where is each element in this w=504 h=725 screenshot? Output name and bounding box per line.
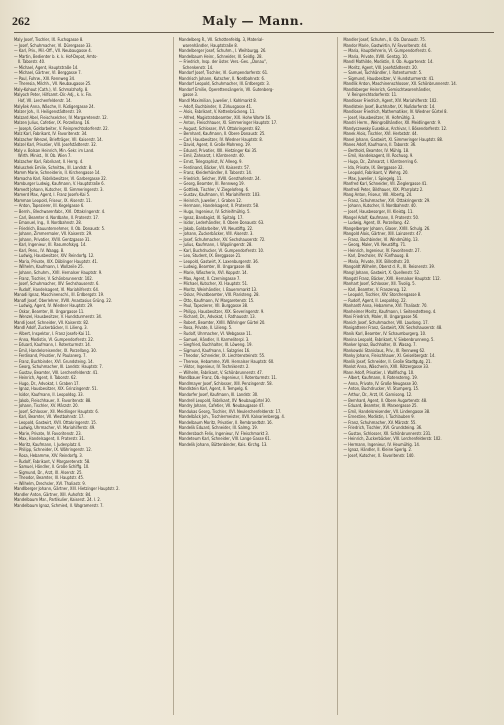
directory-entry: Mandloser Friedrich, Agent, XIV. Mariahilferstr. 102. [343,98,438,104]
directory-entry: — Anton, Fleischhauer, XI. Simmeringer Hauptstr. 17. [178,120,278,126]
directory-entry: Mandloser Friedrich, Mathematiker, IV. Wiedner Gürtel 8. [343,109,448,115]
directory-entry: Wirth. Minist., IV. Ob. Wien 7. [18,153,72,159]
page-number: 262 [12,14,30,28]
directory-entry: Mandukas Georg, Tischler, XVI. Neulerchenfelderstr. 17. [178,408,282,414]
directory-entry: — Carl, Hausbesitzer, IV. Wiedner Hauptstr. 8. [178,136,263,142]
directory-entry: — Albert, Kaufmann, II. Rotensterng. 19. [343,375,418,381]
directory-entry: — Josef, Kutscher, X. Favoritenstr. 140. [343,453,415,459]
directory-entry: — Moritz, Weinhändler, I. Bauernmarkt 13. [178,286,258,292]
directory-entry: Mandri Herm., Weingroßhändler, XII. Meidlingerstr. 9. [343,120,442,126]
directory-entry: — Franz, Buchbinder, XVI. Grundsteing. 14. [14,358,94,364]
directory-entry: Manhardt Anna, Hebamme, XVI. Thaliastr. 70. [343,303,428,309]
directory-entry: Mankowski Stanislaus, Priv., III. Rennweg 62. [343,347,426,353]
directory-entry: — Ida, Private, IX. Berggasse 32. [343,164,404,170]
directory-entry: Mandorfer Josef, Kaufmann, III. Landstr. 30. [178,392,259,397]
directory-entry: Mandl Mathilde, Modistin, II. Ob. Augartenstr. 14. [343,59,434,65]
directory-entry: Mamerd Max, Agent, I. Franz Josefs-Kai 5. [14,192,91,198]
directory-entry: — Michael, Gärtner, VI. Berggasse 7. [14,70,82,76]
directory-entry: — Emanuel, Ing., II. Nordbahnstr. 28. [14,220,82,226]
directory-entry: — Sigmund, Kaufmann, I. Salzgries 16. [178,347,251,353]
directory-entry: Manfred Karl, Schneider, VII. Zieglergasse 41. [343,181,428,187]
directory-entry: — Franz, Tischler, V. Schönbrunnerstr. 102. [14,275,93,281]
directory-entry: — Samuel, Händler, II. Karmeliterpl. 3. [178,336,250,342]
directory-entry: Manich Josef, Schuhmacher, VIII. Laudong. 17. [343,319,429,325]
directory-entry: — Eduard, Privatier, XIII. Hietzinger Kai 35. [178,147,258,153]
directory-entry: — Anna, Modistin, VI. Gumpendorferstr. 22. [14,336,95,342]
directory-entry: — Samuel, Händler, II. Große Schiffg. 10. [14,464,90,470]
directory-entry: Manel Johann, Gastwirt, XI. Simmeringer Hauptstr. 88. [343,136,444,142]
directory-entry: — Ignaz, Hausbesitzer, XIX. Grinzingerstr. 51. [14,386,98,392]
directory-entry: Mandlsberger Heinrich, Gemischtwarenhändler, [343,86,432,92]
directory-entry: Mandl Adolf, Zuckerbäcker, II. Lilieng. 3. [14,325,88,331]
directory-entry: — Georg, Schuhmacher, III. Landstr. Hauptstr. 7. [14,364,103,370]
directory-entry: — Alois, Fabrikant, V. Kettenbrückeng. 11. [178,109,256,115]
directory-entry: — Eduard, Kaufmann, I. Rotenturmstr. 14. [14,342,91,348]
directory-entry: Mamm Marie, Schneiderin, II. Kirchengasse 14. [14,170,101,176]
directory-entry: — Wilhelm, Drechsler, XVI. Thaliastr. 9. [14,480,86,486]
directory-entry: Malzard Abel, Fleischselcher, IV. Margaretenstr. 12. [14,114,108,120]
directory-entry: Mani Friedrich, Maler, III. Ungargasse 56. [343,314,419,320]
directory-entry: — Michael, Agent, Hauptstraße 14. [14,64,79,70]
directory-entry: Malzen Julius, Cafetier, IX. Porzellang. 16. [14,120,91,126]
directory-entry: Mandlbauer Franz, Ob.-Ingenieur, I. Rotenturmstr. 11. [178,375,278,381]
directory-entry: Manky Johann, Fleischhauer, XI. Geiselbergstr. 14. [343,353,436,359]
directory-columns [14,37,496,715]
directory-entry: — Emil, Handelsreisender, VII. Lindengasse 38. [343,408,431,414]
directory-entry: — Josef, Schuhmacher, XV. Sechshauserstr. 72. [178,236,266,242]
directory-entry: — Leopold, Gastwirt, X. Laxenburgerstr. 36. [178,258,259,264]
directory-entry: — Hugo, Dr., Zahnarzt, I. Kärntnerring 6. [343,159,418,165]
directory-entry: — Paul, Tapezierer, VII. Burggasse 38. [178,303,249,309]
directory-entry: Mandry Johann, Cafetier, VII. Neubaugasse 47. [178,403,265,409]
page-header [12,14,494,30]
directory-entry: — Alfred, Magistratsbeamter, XIX. Hohe Warte 16. [178,114,272,120]
column-left [14,37,167,715]
directory-entry: — Karl, Beamter, V. Franzensg. 12. [343,286,408,292]
directory-entry: — Ignaz, Bandagist, IX. Spitalg. 17. [178,214,244,220]
directory-entry: — Josef, Hausbesitzer, VI. Hofmühlg. 3. [343,114,416,120]
directory-entry: — Ernst, Telegraphist, IV. Alleeg. 9. [178,159,243,165]
directory-entry: gasse 3. [182,92,199,98]
directory-entry: Schenkenstr. 14. [182,64,214,70]
directory-entry: Mandelbäck Joh., Tischlermeister, XVII. Kalvarienbergg. 4. [178,414,286,420]
directory-entry: — Emil, Handelsreisender, IX. Porzellang. 30. [14,347,97,353]
directory-entry: — Friedrich, Insp. der öster. Vers.-Ges. „Donau“, [178,59,268,65]
directory-entry: — Marie, Wäscherin, XVI. Koppstr. 14. [178,269,248,275]
directory-entry: Mamedt Johann, Kutscher, XI. Simmeringerstr. 3. [14,186,104,192]
directory-entry: — Johann, Zimmermaler, VII. Kaiserstr. 29. [14,231,93,237]
directory-entry: — Josef, Schuhmacher, XIV. Sechshauserstr. 6. [14,281,100,287]
directory-entry: — Bernh., Blechwarenfabr., XVI. Ottakringerstr. 4. [14,208,106,214]
directory-entry: — Joseph, Goldarbeiter, V. Reinprechtsdorferstr. 22. [14,125,109,131]
directory-entry: Mangold Alois, Gärtner, XIII. Lainzerstr. 47. [343,231,423,237]
directory-entry: Mandler Anton, Gärtner, XIII. Auhofstr. 84. [14,491,92,497]
directory-entry: — Gustav, Beamter, VIII. Lerchenfelderstr. 41. [14,369,99,375]
directory-entry: — Rudolf, Fabrikant, V. Margaretenstr. 58. [14,458,91,464]
directory-entry: Malz Karl, Fabrikant, IV. Favoritenstr. 34. [14,131,88,137]
directory-entry: Mangstl Franz, Bäcker, XVII. Hernalser Hauptstr. 112. [343,275,441,281]
directory-entry: — Bernhard, Kaufmann, II. Obere Donaustr. 25. [178,131,266,137]
directory-entry: — Johann, Zuckerbäcker, VIII. Alserstr. 3. [178,231,254,237]
directory-entry: Manheimer Moritz, Kaufmann, I. Seitenstetteng. 4. [343,308,437,314]
column-right [337,37,496,715]
directory-entry: — Leopold, Fabrikant, V. Wehrg. 20. [343,170,409,176]
directory-entry: — Julius, Kaufmann, I. Wipplingerstr. 28. [178,242,253,248]
directory-entry: — Rudolf, Handelsagent, VI. Mariahilferstr. 64. [14,286,100,292]
directory-entry: — Eduard, Beamter, III. Marxergasse 25. [343,403,418,409]
directory-entry: — Ernestine, Modistin, I. Tuchlauben 9. [343,414,415,420]
directory-entry: — Heinrich, Agent, II. Taborstr. 62. [14,375,77,381]
directory-entry: — Maria, Hauptlehrerin, VI. Gumpendorferstr. 6. [343,48,432,54]
directory-entry: — Robert, Beamter, XVIII. Währinger Gürtel 20. [178,319,266,325]
directory-entry: — August, Schlosser, XVI. Ottakringerstr. 82. [178,125,262,131]
directory-entry: — Ignaz, Händler, II. Kleine Sperlg. 2. [343,447,413,453]
directory-entry: Mamacha Karl, Fabrikbesitzer, VI. Garbergasse 22. [14,175,107,181]
directory-entry: — Hermann, Ingenieur, IV. Heumühlg. 14. [343,441,420,447]
directory-entry: — Friedrich, Bauunternehmer, II. Ob. Donaustr. 5. [14,225,106,231]
directory-entry: Mandorf Josef, Tischler, VI. Gumpendorferstr. 61. [178,70,269,76]
directory-entry: — Gottlieb, Tischler, V. Ziegelofeng. 6. [178,186,250,192]
directory-entry: — Therese, Hebamme, XVII. Hernalser Hauptstr. 60. [178,358,275,364]
directory-entry: — Wenzel, Hausbesitzer, V. Hundsturmerstr. 34. [14,314,103,320]
directory-entry: — Emil, Zahnarzt, I. Kärntnerstr. 40. [178,153,245,159]
directory-entry: Mangel Adolf, Kaufmann, II. Praterstr. 50. [343,214,420,220]
directory-entry: Mandorf Leopold, Schuhmacher, III. Erdbergstr. 3. [178,81,270,87]
directory-entry: — Gustav, Schlosser, XII. Schönbrunnerstr. 231. [343,430,432,436]
directory-entry: Malzacher Karl, Fabrikant, II. Herrg. 4. [14,159,84,165]
directory-entry: — Josef, Schlosser, XII. Meidlinger Hauptstr. 6. [14,408,99,414]
directory-entry: — Max, Agent, II. Czerningasse 7. [178,275,241,281]
directory-entry: — Ludwig, Agent, IV. Wiedner Hauptstr. 29. [14,303,94,309]
directory-entry: V. Reinprechtsdorferstr. 11. [347,92,398,98]
directory-entry: Mandlstein Karl, Agent, II. Tempelg. 6. [178,386,249,392]
directory-entry: — Hermann, Handelsagent, II. Praterstr. 58. [178,203,260,209]
directory-entry: — Rosa, Private, II. Lilieng. 5. [178,325,233,331]
directory-entry: — Anton, Tapezierer, III. Kegelgasse 6. [14,203,85,209]
directory-entry: — Karl, Beamter, VII. Westbahnstr. 17. [14,414,85,420]
directory-entry: Mandrell Leopold, Fabrikant, XV. Neubaugürtel 30. [178,397,271,403]
directory-entry: Manina Leopold, Fabrikant, V. Siebenbrunneng. 5. [343,336,435,342]
directory-entry: — Georg, Maler, VII. Neustiftg. 71. [343,242,407,248]
directory-entry: Mandler Josef, Schuhm., II. Ob. Donaustr. 75. [343,37,426,42]
directory-entry: — Ludwig, Uhrmacher, VI. Mariahilferstr. 49. [14,425,96,431]
directory-entry: — Sigmund, Dr., Arzt, IX. Alserstr. 25. [14,469,83,475]
directory-entry: — Max, Handelsagent, II. Praterstr. 31. [14,436,86,442]
directory-entry: Mandelik Johann, Büttenbinder, Kais. Kirchg. 13. [178,441,268,447]
directory-entry: Maly-Kohout (Cath.), VI. Schmalzhofg. 8. [14,86,89,92]
directory-entry: — Josef, Hausbesorger, III. Kleistg. 11. [343,208,414,214]
directory-entry: — Oskar, Privatbeamter, VIII. Piaristeng. 28. [178,292,260,298]
directory-entry: — Carl, Beamter d. Nordbahn, II. Praterstr. 17. [14,214,100,220]
directory-entry: — Johann, Privatier, XVIII. Gentzgasse 31. [14,236,91,242]
directory-entry: Mandyczewsky Eusebius, Archivar, I. Bösendorferstr. 12. [343,125,448,131]
directory-entry: — Heinrich, Zuckerbäcker, VIII. Lerchenfelderstr. 102. [343,436,442,442]
directory-entry: — Johann, Tischler, XV. Märzstr. 20. [14,403,79,409]
directory-entry: — Heinrich, Ingenieur, IV. Favoritenstr. 27. [343,247,421,253]
directory-entry: Malyšek Anna, Wäsche, II. Rüdigergasse 24. [14,103,95,109]
directory-entry: — Ludwig, Hausbesitzer, XIV. Reindorfg. 12. [14,253,95,259]
directory-entry: Malzer Joh., II. Heiligenstädterstr. 19. [14,109,82,115]
directory-entry: warenhändler, Hauptstraße 8. [182,42,238,48]
directory-entry: Mann Adolf, Privatier, I. Wallfischg. 10. [343,369,415,375]
directory-entry: Manek Alois, Tischler, XVI. Herbststr. 44. [343,131,418,137]
directory-entry: Manes Adolf, Kaufmann, II. Taborstr. 36. [343,142,417,148]
directory-entry: II. Taborstr. 40. [18,59,46,65]
column-middle [173,37,332,715]
directory-entry: Mandlmayer Josef, Schlosser, XIII. Penzingerstr. 58. [178,380,273,386]
directory-entry: Manigatterer Franz, Gastwirt, XIV. Sechshauserstr. 48. [343,325,443,331]
directory-entry: — Franz, Kleiderhändler, II. Taborstr. 14. [178,170,253,176]
directory-entry: Mamman Leopold, Friseur, IX. Alserstr. 11. [14,197,92,203]
directory-entry: — Albert, Inspektor, I. Franz Josefs-Kai 11. [14,330,92,336]
directory-entry: — Isidor, Lederhändler, II. Obere Donaustr. 63. [178,220,265,226]
directory-entry: — Philipp, Schneider, IX. Währingerstr. 12. [14,447,92,453]
directory-entry: — Friedrich, Selcher, XVIII. Gersthoferstr. 24. [178,175,261,181]
directory-entry: Mangl Johann, Gastwirt, X. Quellenstr. 52. [343,269,421,275]
directory-entry: Maluschek Emilie, Schnittw., III. Landstr. 8. [14,164,93,170]
directory-entry: — Adolf, Buchbinder, II. Zirkusgasse 41. [178,103,253,109]
directory-entry: — Ferdinand, Privatier, IV. Paulanerg. 7. [14,353,87,359]
directory-entry: Mandelik Eduard, Schneider, III. Salmg. 19. [178,425,258,431]
directory-entry: Mandrisch Johann, Kutscher, II. Nordbahnstr. 6. [178,75,265,81]
directory-entry: — Bernhard, Agent, II. Obere Augartenstr. 48. [343,397,428,403]
directory-entry: Manfredi Peter, Bildhauer, XIX. Pfarrplatz 2. [343,186,424,192]
directory-entry: Hof, VII. Lerchenfelderstr. 14. [18,98,72,104]
directory-entry: — Moritz, Kaufmann, I. Judenplatz 4. [14,441,82,447]
directory-entry: — Theodor, Schneider, IX. Liechtensteinstr. 55. [178,353,266,359]
directory-entry: Manik Karl, Beamter, IV. Schaumburgerg. 10. [343,330,427,336]
directory-entry: — Richard, Dr., Advokat, I. Rathausstr. 13. [178,314,256,320]
directory-entry: — Ludwig, Agent, IX. Porzellang. 42. [343,220,410,226]
directory-entry: — Hugo, Ingenieur, IV. Schleifmühlg. 5. [178,208,251,214]
directory-entry: — Max, Juwelier, I. Spiegelg. 11. [343,175,403,181]
directory-entry: — Johann, Kutscher, II. Nordbahnstr. 40. [343,203,417,209]
directory-entry: — Anna, Private, IV. Große Neugasse 30. [343,380,418,386]
directory-entry: Maly v. Bolsan Heinrich, Min.-Sekr. im Land. [14,147,95,153]
directory-entry: — Martin, Bedienter b. k. k. Hof-Depot, Amts- [14,53,98,59]
directory-entry: — Siegfried, Buchhalter, III. Löweng. 19. [178,342,253,348]
directory-entry: — David, Agent, II. Große Mohreng. 19. [178,142,251,148]
directory-entry: — Jakob, Fleischhauer, X. Favoritenstr. 88. [14,397,92,403]
directory-entry: — Leopold, Gastwirt, XVII. Ottakringerstr. 15. [14,419,97,425]
directory-entry: — Wilhelm, Fabrikant, V. Schönbrunnerstr. 47. [178,369,263,375]
directory-entry: Manker Ignaz, Buchhalter, IX. Wasag. 7. [343,342,417,348]
directory-entry: — Johann, Schuhm., XVII. Hernalser Hauptstr. 9. [14,269,103,275]
directory-entry: — Heinrich, Juwelier, I. Graben 12. [178,197,243,203]
directory-entry: — Franz, Schuhmacher, XV. Märzstr. 55. [343,419,417,425]
directory-entry: Mang Anton, Friseur, VIII. Albertg. 24. [343,192,413,198]
directory-entry: Mangoldt Wilhelm, Oberst d. R., III. Reisnerstr. 39. [343,264,435,270]
directory-entry: Mandelbaum Mar., Partikulier, Kaiserst. 24. I. 2. [14,497,101,503]
directory-entry: — Friedrich, Tischler, XVI. Grundsteing. 36. [343,425,423,431]
directory-entry: Manafi Josef, Oberlehrer, XVIII. Anastasius Grüng. 22. [14,297,113,303]
directory-entry: Manlik Josef, Schneider, II. Große Stadtgutg. 21. [343,358,432,364]
directory-entry: — Samuel, Tuchhändler, I. Rotenturmstr. 5. [343,70,423,76]
directory-entry: — Arthur, Dr., Arzt, IX. Garnisong. 12. [343,392,413,397]
directory-entry: Mangelberger Johann, Glaser, XVIII. Schulg. 26. [343,225,431,231]
directory-entry: Mandi Josef, Schneider, VII. Kaiserstr. 82. [14,319,90,325]
directory-entry: Malyoch Peter, Hilfsamt.-Dir.-Adj., k. k. Fin. [14,92,93,98]
directory-entry: — Theresia, Milchh., VII. Neubaugasse 25. [14,81,92,87]
directory-entry: — Oskar, Beamter, III. Ungargasse 11. [14,308,85,314]
directory-entry: Maly Josef, Tischler, IX. Fuchsgasse 8. [14,37,84,42]
directory-entry: — Otto, Kaufmann, IV. Margaretenstr. 15. [178,297,255,303]
directory-entry: Mandlberger Johann, Gärtner, XIII. Hietzinger Hauptstr. 2. [14,486,120,492]
directory-entry: Manadi Ignaz, Maschinenschl., III. Erdbergstr. 19. [14,292,105,298]
directory-entry: Mandelberger Josef, Schuhm., I. Weihburgg. 26. [178,48,267,54]
directory-entry: — Leo, Student, IX. Berggasse 21. [178,253,242,259]
directory-entry: — Jakob, Goldarbeiter, VII. Neustiftg. 22. [178,225,254,231]
directory-entry: — Moritz, Agent, VIII. Josefstädterstr. 20. [343,64,418,70]
directory-entry: — Ludwig, Beamter, III. Ungargasse 48. [178,264,252,270]
directory-entry: Malzacher Wenzel, Briefträger, VII. Kaiserstr. 14. [14,136,103,142]
directory-entry: — Marie, Private, IV. Favoritenstr. 23. [14,430,82,436]
directory-entry: — Karl, Buchdrucker, VI. Gumpendorferstr. 10. [178,247,265,253]
directory-entry: — Isidor, Kaufmann, II. Leopoldsg. 33. [14,392,84,397]
directory-entry: — Rudolf, Agent, II. Leopoldsg. 22. [343,297,407,303]
directory-entry: Mandlik Anton, Maschinenschlosser, XII. Schönbrunnerstr. 14. [343,81,457,87]
directory-entry: — Maria, Private, XIX. Döblinger Hauptstr. 41. [14,258,98,264]
directory-entry: — Philipp, Hausbesitzer, XIX. Sieveringerstr. 9. [178,308,265,314]
directory-entry: Manhart Josef, Schlosser, XII. Tivolig. 5. [343,281,416,287]
directory-entry: — Sigmund, Hausbesitzer, V. Hundsturmerstr. 41. [343,75,435,81]
directory-entry: — Karl, Drechsler, XV. Fünfhausg. 8. [343,253,410,259]
directory-entry: — Josef, Schuhmacher, VI. Dürergasse 33. [14,42,92,48]
directory-entry: — Karl, Pens., IV. Waagg. 8. [14,247,65,253]
directory-entry: — Wilhelm, Kaufmann, I. Wollzeile 25. [14,264,84,270]
directory-entry: Mandelbaum Moritz, Privatier, II. Rembrandtstr. 16. [178,419,273,425]
directory-entry: Mandlstein Josef, Buchhalter, IX. Nußdorferstr. 14. [343,103,436,109]
directory-entry: — Rosa, Hebamme, XIV. Reindorfg. 3. [14,453,83,459]
directory-entry: Malzel Karl, Privatier, VIII. Josefstädterstr. 32. [14,142,97,148]
directory-entry: — Karl, Priv., Mil.-Off., VII. Neubaugasse 4. [14,48,92,54]
directory-entry: — Leopold, Tischler, XIV. Storchengasse 8. [343,292,422,298]
directory-entry: Manlot Anna, Wäscherin, XVII. Rötzergasse 33. [343,364,430,370]
directory-entry: — Georg, Beamter, III. Rennweg 19. [178,181,245,187]
directory-entry: — Paul, Fuhrw., XIII. Rennweg 34. [14,75,76,81]
header-rule [14,32,494,33]
directory-entry: — Michael, Kutscher, XI. Hauptstr. 51. [178,281,249,287]
directory-entry: Mandelberg R., VII. Schottenfeldg. 3, Material- [178,37,264,42]
directory-entry: — Berthold, Beamter, IV. Mühlg. 18. [343,147,410,153]
directory-entry: — Maria, Private, XIX. Billrothstr. 20. [343,258,411,264]
directory-entry: — Karl, Ingenieur, III. Rasumofskyg. 14. [14,242,87,248]
directory-entry: Mamburger Ludwig, Kaufmann, V. Hauptstraße 6. [14,181,105,187]
directory-entry: — Emil, Handelsagent, III. Rochusg. 9. [343,153,414,159]
directory-entry: Mandl Maximilian, Juwelier, I. Kohlmarkt 8. [178,98,257,104]
directory-entry: — Theodor, Beamter, III. Hauptstr. 45. [14,475,85,481]
directory-entry: Mandelbaum Heinr., Schneider, III. Seidlg. 28. [178,53,263,59]
directory-entry: Mandor Marie, Gastwirtin, IV. Favoritenstr. 44. [343,42,428,48]
directory-entry: Mandorf Emilie, Operettensängerin, VII. Gutenberg- [178,86,274,92]
directory-entry: — Anton, Buchdrucker, VI. Stumperg. 15. [343,386,420,392]
directory-entry: — Franz, Buchbinder, VI. Windmühlg. 13. [343,236,419,242]
directory-entry: — Viktor, Ingenieur, IV. Technikerstr. 2. [178,364,250,370]
directory-entry: Mandeteum Karl, Schneider, VIII. Lange Gasse 61. [178,436,271,442]
directory-entry: — Ferdinand, Bäcker, VII. Kaiserstr. 57. [178,164,251,170]
directory-entry: — Franz, Schuhmacher, XVI. Ottakringerstr. 29. [343,197,431,203]
directory-entry: — Rudolf, Uhrmacher, VI. Webgasse 11. [178,330,252,336]
running-head: Maly — Mann. [202,14,304,28]
directory-entry: — Gustav, Kaufmann, VI. Mariahilferstr. 103. [178,192,261,198]
directory-entry: — Hugo, Dr., Advokat, I. Graben 17. [14,380,80,386]
directory-entry: — Maria, Private, XVIII. Gentzg. 10. [343,53,408,59]
directory-entry: Mandelbaum Ignaz, Schmied, II. Wagramerstr. 7. [14,502,104,508]
directory-entry: Mandersbach Felix, Ingenieur, IV. Fleischmarkt 3. [178,430,269,436]
